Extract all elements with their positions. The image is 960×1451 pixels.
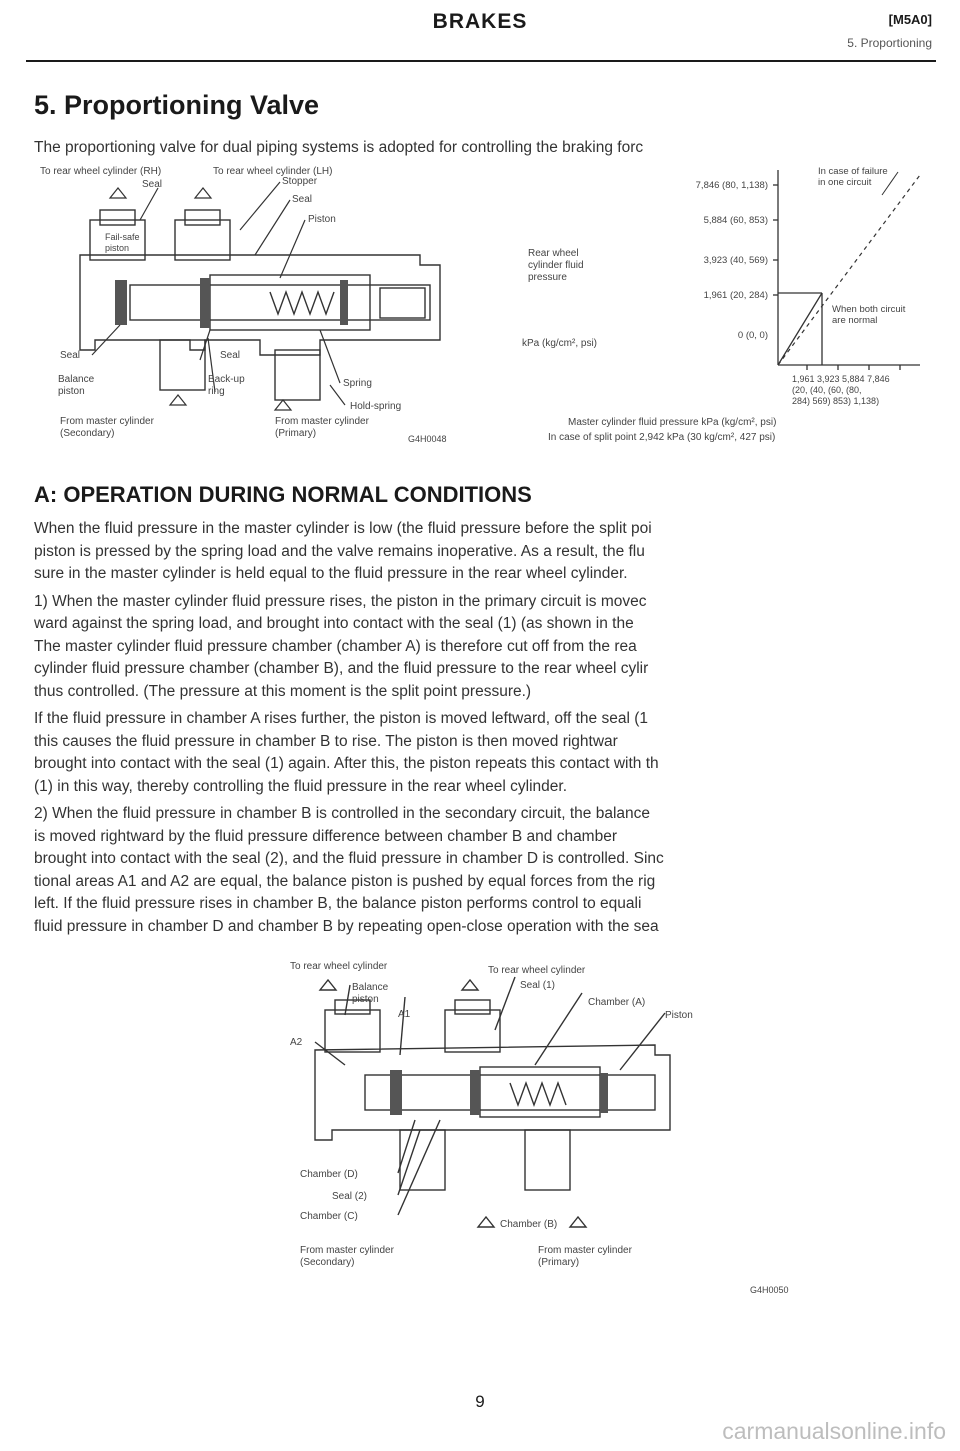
fig2-balance-2: piston: [352, 994, 379, 1005]
fig2-chamberC: Chamber (C): [300, 1211, 358, 1222]
fig1-failsafe-2: piston: [105, 243, 130, 253]
fig2-from-sec-2: (Secondary): [300, 1257, 355, 1268]
body-line: cylinder fluid pressure chamber (chamber B), and the fluid pressure to the rear wheel cylir: [34, 660, 649, 677]
body-line: left. If the fluid pressure rises in chamber B, the balance piston performs control to equali: [34, 895, 642, 912]
body-line: thus controlled. (The pressure at this moment is the split point pressure.): [34, 682, 532, 700]
fig2-chamberB: Chamber (B): [500, 1219, 558, 1230]
fig1-balance-1: Balance: [58, 374, 95, 385]
fig2-label-left: To rear wheel cylinder: [290, 961, 388, 972]
pressure-graph: [520, 160, 940, 450]
fig2-piston: Piston: [665, 1010, 693, 1021]
graph-ylabel-2: cylinder fluid: [528, 260, 584, 271]
graph-ylabel-3: pressure: [528, 272, 567, 283]
fig1-stopper: Stopper: [282, 176, 318, 187]
graph-normal-1: When both circuit: [832, 304, 906, 315]
body-line: ward against the spring load, and brought into contact with the seal (1) (as shown in the: [34, 615, 634, 632]
body-line: (1) in this way, thereby controlling the fluid pressure in the rear wheel cylinder.: [34, 777, 568, 795]
fig1-seal-top: Seal: [142, 179, 163, 190]
fig2-label-right: To rear wheel cylinder: [488, 965, 586, 976]
header-title: BRAKES: [432, 10, 528, 33]
fig2-seal1: Seal (1): [520, 980, 556, 991]
valve-diagram: [40, 160, 510, 470]
fig1-seal-right: Seal: [292, 194, 313, 205]
body-line: tional areas A1 and A2 are equal, the balance piston is pushed by equal forces from the rig: [34, 872, 656, 890]
graph-yunit: kPa (kg/cm², psi): [522, 338, 598, 349]
graph-failure-1: In case of failure: [818, 166, 888, 177]
fig2-seal2: Seal (2): [332, 1191, 368, 1202]
graph-xlabel: Master cylinder fluid pressure kPa (kg/cm², psi): [568, 417, 777, 428]
graph-failure-2: in one circuit: [818, 177, 872, 188]
body-line: When the fluid pressure in the master cylinder is low (the fluid pressure before the split poi: [34, 520, 652, 537]
intro-paragraph: The proportioning valve for dual piping systems is adopted for controlling the braking forc: [34, 139, 644, 156]
graph-xticks-kpa: 1,961 3,923 5,884 7,846: [792, 374, 890, 384]
graph-xticks-kg: (20, (40, (60, (80,: [792, 385, 862, 395]
fig2-from-pri-1: From master cylinder: [538, 1245, 632, 1256]
fig1-balance-2: piston: [58, 386, 85, 397]
body-line: If the fluid pressure in chamber A rises further, the piston is moved leftward, off the seal (1: [34, 710, 648, 727]
fig2-a2: A2: [290, 1037, 303, 1048]
graph-ytick-4: 0 (0, 0): [737, 330, 768, 341]
fig1-holdspring: Hold-spring: [350, 401, 402, 412]
graph-ytick-0: 7,846 (80, 1,138): [695, 180, 768, 191]
fig2-chamberA: Chamber (A): [588, 997, 646, 1008]
fig1-failsafe-1: Fail-safe: [105, 232, 140, 242]
header-rule: [26, 60, 936, 62]
fig1-from-sec-1: From master cylinder: [60, 416, 154, 427]
header-code: [M5A0]: [888, 12, 932, 27]
watermark: carmanualsonline.info: [722, 1418, 946, 1444]
fig1-backup-2: ring: [208, 386, 225, 397]
body-line: is moved rightward by the fluid pressure difference between chamber B and chamber: [34, 827, 617, 845]
fig2-code: G4H0050: [750, 1285, 789, 1295]
fig1-seal-mid: Seal: [220, 350, 241, 361]
body-text: [34, 518, 939, 938]
body-line: piston is pressed by the spring load and the valve remains inoperative. As a result, the flu: [34, 542, 645, 560]
body-line: 2) When the fluid pressure in chamber B is controlled in the secondary circuit, the balance: [34, 805, 651, 822]
fig1-from-sec-2: (Secondary): [60, 428, 115, 439]
fig2-from-sec-1: From master cylinder: [300, 1245, 394, 1256]
graph-ytick-1: 5,884 (60, 853): [703, 215, 768, 226]
section-title: 5. Proportioning Valve: [34, 90, 320, 120]
fig1-spring: Spring: [343, 378, 372, 389]
body-line: sure in the master cylinder is held equal to the fluid pressure in the rear wheel cylinder.: [34, 565, 628, 582]
subsection-title: A: OPERATION DURING NORMAL CONDITIONS: [34, 482, 532, 507]
fig1-from-pri-2: (Primary): [275, 428, 317, 439]
graph-ylabel-1: Rear wheel: [528, 248, 579, 259]
body-line: 1) When the master cylinder fluid pressure rises, the piston in the primary circuit is movec: [34, 592, 647, 610]
fig1-label-lh: To rear wheel cylinder (LH): [213, 166, 333, 177]
graph-split-note: In case of split point 2,942 kPa (30 kg/cm², 427 psi): [548, 432, 776, 443]
fig2-chamberD: Chamber (D): [300, 1169, 358, 1180]
body-line: The master cylinder fluid pressure chamber (chamber A) is therefore cut off from the rea: [34, 637, 637, 655]
graph-xticks-psi: 284) 569) 853) 1,138): [792, 396, 880, 406]
graph-ytick-3: 1,961 (20, 284): [703, 290, 768, 301]
header-section: 5. Proportioning: [847, 36, 932, 50]
chamber-diagram: [270, 955, 830, 1300]
fig1-backup-1: Back-up: [208, 374, 245, 385]
fig2-a1: A1: [398, 1009, 411, 1020]
body-line: fluid pressure in chamber D and chamber B by repeating open-close operation with the sea: [34, 917, 659, 935]
fig2-balance-1: Balance: [352, 982, 389, 993]
page-number: 9: [475, 1392, 485, 1411]
fig1-piston: Piston: [308, 214, 336, 225]
fig2-from-pri-2: (Primary): [538, 1257, 580, 1268]
graph-ytick-2: 3,923 (40, 569): [703, 255, 768, 266]
fig1-from-pri-1: From master cylinder: [275, 416, 369, 427]
fig1-label-rh: To rear wheel cylinder (RH): [40, 166, 162, 177]
body-line: brought into contact with the seal (1) again. After this, the piston repeats this contact with th: [34, 755, 659, 772]
graph-normal-2: are normal: [832, 315, 878, 326]
fig1-seal-left: Seal: [60, 350, 81, 361]
fig1-code: G4H0048: [408, 434, 447, 444]
body-line: brought into contact with the seal (2), and the fluid pressure in chamber D is controlled. Sinc: [34, 850, 664, 867]
body-line: this causes the fluid pressure in chamber B to rise. The piston is then moved rightwar: [34, 732, 618, 750]
